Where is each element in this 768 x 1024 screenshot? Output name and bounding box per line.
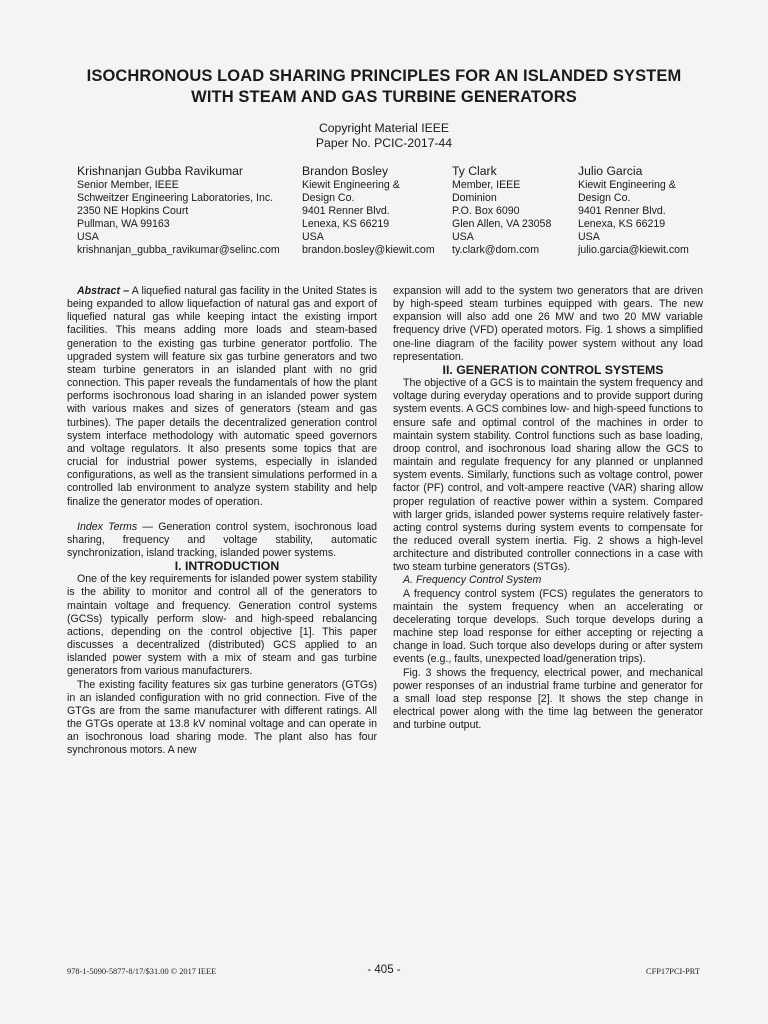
author-email[interactable]: brandon.bosley@kiewit.com	[302, 244, 435, 257]
author-line: Schweitzer Engineering Laboratories, Inc.	[77, 192, 274, 205]
author-name: Brandon Bosley	[302, 164, 389, 178]
body-paragraph: expansion will add to the system two generators that are driven by high-speed steam turbines equipped with gears. The new expansion will also add one 26 MW and two 20 MW variable frequency drive (VFD) operated motors. Fig. 1 shows a simplified one-line diagram of the facility power system without any load representation.	[393, 285, 703, 363]
author-4	[578, 163, 689, 258]
author-email[interactable]: krishnanjan_gubba_ravikumar@selinc.com	[77, 244, 280, 257]
abstract-label: Abstract –	[77, 285, 130, 297]
section-heading-introduction: I. INTRODUCTION	[174, 559, 280, 574]
author-line: Kiewit Engineering &	[578, 179, 676, 191]
author-line: Member, IEEE	[452, 179, 521, 191]
body-paragraph: One of the key requirements for islanded power system stability is the ability to monitor and control all of the generators to maintain voltage and frequency. Generation control systems (GCSs) typically perform slow- and high-speed rebalancing actions, depending on the control objective [1]. This paper discusses a decentralized (distributed) GCS applied to an islanded power system with a mix of steam and gas turbine generators from various manufacturers.	[67, 573, 377, 678]
title-line-2: WITH STEAM AND GAS TURBINE GENERATORS	[191, 88, 577, 106]
title-line-1: ISOCHRONOUS LOAD SHARING PRINCIPLES FOR AN ISLANDED SYSTEM	[86, 67, 682, 85]
index-terms-paragraph	[67, 521, 377, 560]
author-line: USA	[302, 231, 324, 244]
index-terms-text: — Generation control system, isochronous load sharing, frequency and voltage stability, automatic synchronization, island tracking, islanded power systems.	[67, 520, 377, 559]
paper-title	[40, 66, 728, 108]
author-line: USA	[77, 231, 99, 244]
author-line: 9401 Renner Blvd.	[578, 205, 666, 218]
author-name: Krishnanjan Gubba Ravikumar	[77, 164, 243, 178]
author-name: Julio Garcia	[578, 164, 643, 178]
author-3	[452, 163, 551, 258]
author-line: Lenexa, KS 66219	[578, 218, 666, 231]
body-paragraph: Fig. 3 shows the frequency, electrical power, and mechanical power responses of an industrial frame turbine and generator for a small load step response [2]. It shows the step change in electrical power along with the time lag between the generator and turbine output.	[393, 666, 703, 732]
abstract-paragraph	[67, 285, 377, 509]
author-2	[302, 163, 435, 258]
author-line: Kiewit Engineering &	[302, 179, 400, 191]
subsection-heading-frequency-control: A. Frequency Control System	[403, 574, 542, 587]
footer-code: CFP17PCI-PRT	[646, 967, 700, 976]
abstract-text: A liquefied natural gas facility in the United States is being expanded to allow liquefaction of natural gas and export of liquefied natural gas while keeping intact the existing import facilities. This means adding more loads and steam-based generation to the existing gas turbine generator portfolio. The upgraded system will feature six gas turbine generators and two steam turbine generators in an islanded plant with no grid connection. This paper reveals the fundamentals of how the plant performs isochronous load sharing in an islanded power system with various makes and sizes of generators (steam and gas turbines). The paper details the decentralized generation control system interface methodology with automatic speed governors and voltage regulators. It also presents some topics that are crucial for industrial power systems, especially in islanded configurations, as well as the transient simulations performed in a controlled lab environment to analyze system stability and help finalize the generator modes of operation.	[67, 285, 377, 508]
section-heading-generation-control: II. GENERATION CONTROL SYSTEMS	[442, 362, 664, 377]
body-paragraph: A frequency control system (FCS) regulates the generators to maintain the system frequency when an accelerating or decelerating torque develops. Such torque develops during a machine step load response for either accepting or rejecting a change in load. Such torque also develops during or after system events (e.g., faults, unexpected load/generation trips).	[393, 587, 703, 666]
author-1	[77, 163, 280, 258]
body-paragraph: The objective of a GCS is to maintain the system frequency and voltage during everyday operations and to provide support during system events. A GCS combines low- and high-speed functions to ensure safe and optimal control of the machines in order to maintain system stability. Control functions such as base loading, droop control, and isochronous load sharing allow the GCS to maintain and regulate frequency for any planned or unplanned system events. Similarly, functions such as voltage control, power factor (PF) control, and volt-ampere reactive (VAR) sharing allow proper regulation of reactive power within a system. Compared with larger grids, islanded power systems require relatively faster-acting control systems during system events to compensate for the reduced overall system inertia. Fig. 2 shows a high-level architecture and distributed controller connections in a case with two steam turbine generators (STGs).	[393, 377, 703, 574]
index-terms-label: Index Terms	[77, 520, 138, 533]
copyright-text: Copyright Material IEEE	[318, 121, 450, 135]
author-line: 2350 NE Hopkins Court	[77, 205, 189, 218]
author-line: 9401 Renner Blvd.	[302, 205, 390, 218]
author-line: Pullman, WA 99163	[77, 218, 170, 231]
author-line: P.O. Box 6090	[452, 205, 520, 218]
author-name: Ty Clark	[452, 164, 497, 178]
page-number: - 405 -	[367, 964, 401, 976]
author-email[interactable]: ty.clark@dom.com	[452, 244, 540, 257]
author-line: Lenexa, KS 66219	[302, 218, 390, 231]
author-line: USA	[452, 231, 474, 244]
right-column	[393, 285, 703, 732]
author-line: Senior Member, IEEE	[77, 179, 179, 191]
author-line: Glen Allen, VA 23058	[452, 218, 552, 231]
body-paragraph: The existing facility features six gas turbine generators (GTGs) in an islanded configuration with no grid connection. Five of the GTGs are from the same manufacturer with different ratings. All the GTGs operate at 13.8 kV nominal voltage and can operate in an isochronous load sharing mode. The plant also has four synchronous motors. A new	[67, 678, 377, 757]
author-line: Dominion	[452, 192, 497, 205]
footer-isbn: 978-1-5090-5877-8/17/$31.00 © 2017 IEEE	[67, 967, 217, 976]
author-line: Design Co.	[302, 192, 355, 205]
paper-number: Paper No. PCIC-2017-44	[315, 136, 453, 150]
author-email[interactable]: julio.garcia@kiewit.com	[578, 244, 689, 257]
left-column	[67, 285, 377, 757]
author-line: Design Co.	[578, 192, 631, 205]
copyright-block	[0, 121, 768, 151]
author-line: USA	[578, 231, 600, 244]
